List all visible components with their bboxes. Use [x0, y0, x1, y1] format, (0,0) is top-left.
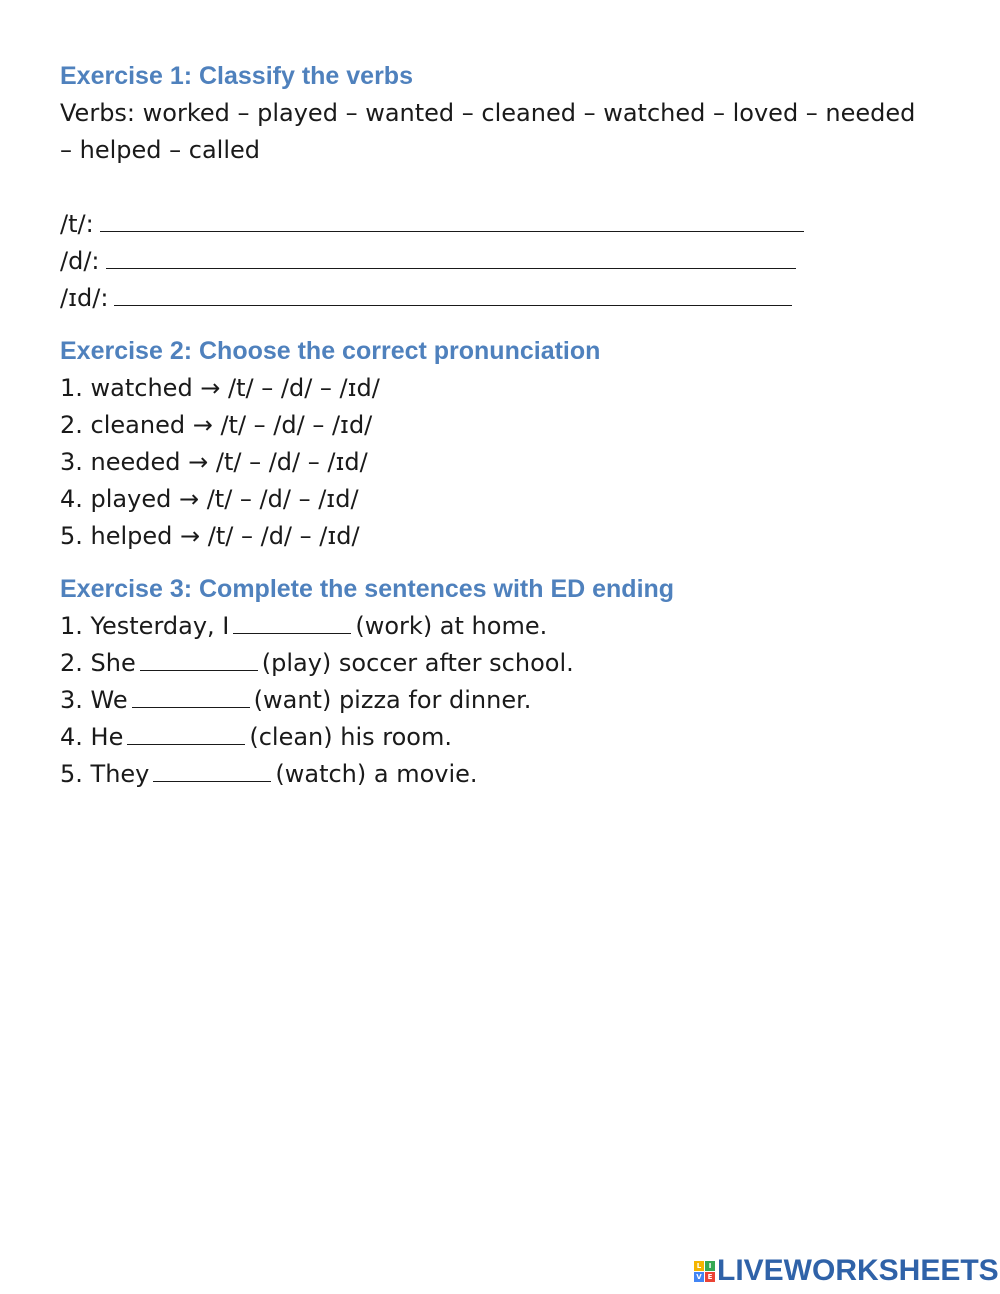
- sentence-item: [60, 719, 960, 756]
- logo-mark-letter: L: [694, 1261, 704, 1271]
- sentence-blank[interactable]: [140, 648, 258, 671]
- sentence-end: (play) soccer after school.: [261, 649, 574, 677]
- sentence-item: [60, 645, 960, 682]
- exercise-2-title: Exercise 2: Choose the correct pronunciation: [60, 337, 601, 365]
- sentence-blank[interactable]: [233, 611, 351, 634]
- pronunciation-item[interactable]: 3. needed → /t/ – /d/ – /ɪd/: [60, 448, 368, 476]
- classify-answer-d[interactable]: [106, 246, 796, 269]
- sentence-end: (clean) his room.: [249, 723, 452, 751]
- pronunciation-item[interactable]: 4. played → /t/ – /d/ – /ɪd/: [60, 485, 359, 513]
- classify-row-id: [60, 280, 960, 317]
- classify-label-t: /t/:: [60, 210, 94, 238]
- exercise-1-verbs: Verbs: worked – played – wanted – cleaned – watched – loved – needed – helped – called: [60, 99, 916, 164]
- liveworksheets-logo: [694, 1254, 999, 1288]
- sentence-start: 3. We: [60, 686, 128, 714]
- sentence-start: 4. He: [60, 723, 124, 751]
- sentence-start: 2. She: [60, 649, 136, 677]
- pronunciation-item[interactable]: 2. cleaned → /t/ – /d/ – /ɪd/: [60, 411, 373, 439]
- classify-row-t: [60, 206, 960, 243]
- sentence-start: 5. They: [60, 760, 150, 788]
- sentence-end: (watch) a movie.: [275, 760, 478, 788]
- sentence-item: [60, 756, 960, 793]
- sentence-blank[interactable]: [127, 722, 245, 745]
- classify-answer-t[interactable]: [100, 209, 804, 232]
- classify-row-d: [60, 243, 960, 280]
- logo-mark-letter: V: [694, 1272, 704, 1282]
- liveworksheets-logo-icon: [694, 1261, 715, 1282]
- classify-label-d: /d/:: [60, 247, 100, 275]
- classify-answer-id[interactable]: [114, 283, 792, 306]
- sentence-blank[interactable]: [153, 759, 271, 782]
- worksheet: [60, 58, 960, 793]
- sentence-blank[interactable]: [132, 685, 250, 708]
- sentence-end: (want) pizza for dinner.: [253, 686, 532, 714]
- sentence-end: (work) at home.: [355, 612, 548, 640]
- sentence-item: [60, 608, 960, 645]
- classify-label-id: /ɪd/:: [60, 284, 109, 312]
- pronunciation-item[interactable]: 1. watched → /t/ – /d/ – /ɪd/: [60, 374, 380, 402]
- exercise-3-title: Exercise 3: Complete the sentences with ED ending: [60, 575, 675, 603]
- liveworksheets-logo-text: LIVEWORKSHEETS: [717, 1254, 999, 1287]
- sentence-item: [60, 682, 960, 719]
- pronunciation-item[interactable]: 5. helped → /t/ – /d/ – /ɪd/: [60, 522, 360, 550]
- exercise-1-title: Exercise 1: Classify the verbs: [60, 62, 413, 90]
- sentence-start: 1. Yesterday, I: [60, 612, 230, 640]
- logo-mark-letter: E: [705, 1272, 715, 1282]
- logo-mark-letter: I: [705, 1261, 715, 1271]
